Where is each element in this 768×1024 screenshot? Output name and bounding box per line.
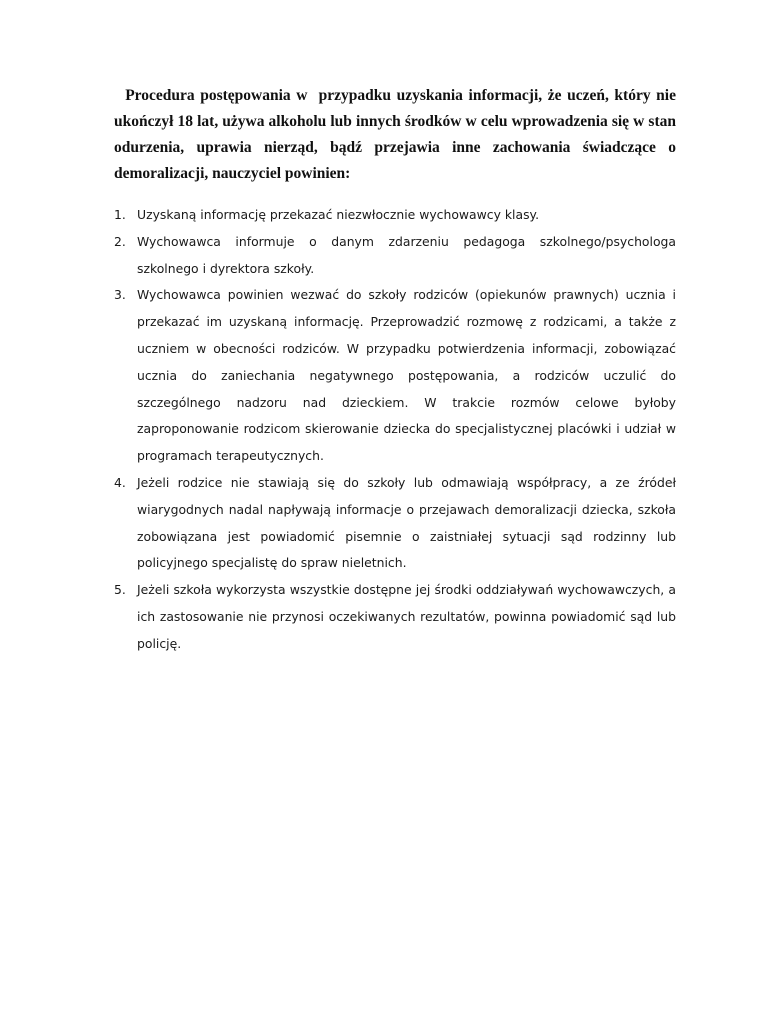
list-item-number: 4. <box>114 474 126 490</box>
list-item <box>114 202 676 229</box>
list-item-text: Wychowawca powinien wezwać do szkoły rodziców (opiekunów prawnych) ucznia i przekazać im uzyskaną informację. Przeprowadzić rozmowę z rodzicami, a także z uczniem w obecności rodziców. W przypadku potwierdzenia informacji, zobowiązać ucznia do zaniechania negatywnego postępowania, a rodziców uczulić do szczególnego nadzoru nad dzieckiem. W trakcie rozmów celowe byłoby zaproponowanie rodzicom skierowanie dziecka do specjalistycznej placówki i udział w programach terapeutycznych. <box>137 287 676 464</box>
list-item-text: Wychowawca informuje o danym zdarzeniu pedagoga szkolnego/psychologa szkolnego i dyrektora szkoły. <box>137 233 676 276</box>
list-item-text: Jeżeli rodzice nie stawiają się do szkoły lub odmawiają współpracy, a ze źródeł wiarygodnych nadal napływają informacje o przejawach demoralizacji dziecka, szkoła zobowiązana jest powiadomić pisemnie o zaistniałej sytuacji sąd rodzinny lub policyjnego specjalistę do spraw nieletnich. <box>137 474 676 571</box>
list-item-number: 3. <box>114 287 126 303</box>
list-item <box>114 470 676 577</box>
procedure-list <box>114 202 676 658</box>
list-item-number: 2. <box>114 233 126 249</box>
list-item-number: 5. <box>114 582 126 598</box>
list-item-text: Jeżeli szkoła wykorzysta wszystkie dostępne jej środki oddziaływań wychowawczych, a ich zastosowanie nie przynosi oczekiwanych rezultatów, powinna powiadomić sąd lub policję. <box>137 582 676 651</box>
list-item <box>114 577 676 657</box>
list-item-number: 1. <box>114 207 126 222</box>
list-item <box>114 229 676 283</box>
list-item <box>114 282 676 470</box>
list-item-text: Uzyskaną informację przekazać niezwłocznie wychowawcy klasy. <box>137 207 540 222</box>
document-heading: Procedura postępowania w przypadku uzyskania informacji, że uczeń, który nie ukończył 18 lat, używa alkoholu lub innych środków w celu wprowadzenia się w stan odurzenia, uprawia nierząd, bądź przejawia inne zachowania świadczące o demoralizacji, nauczyciel powinien: <box>114 87 676 182</box>
